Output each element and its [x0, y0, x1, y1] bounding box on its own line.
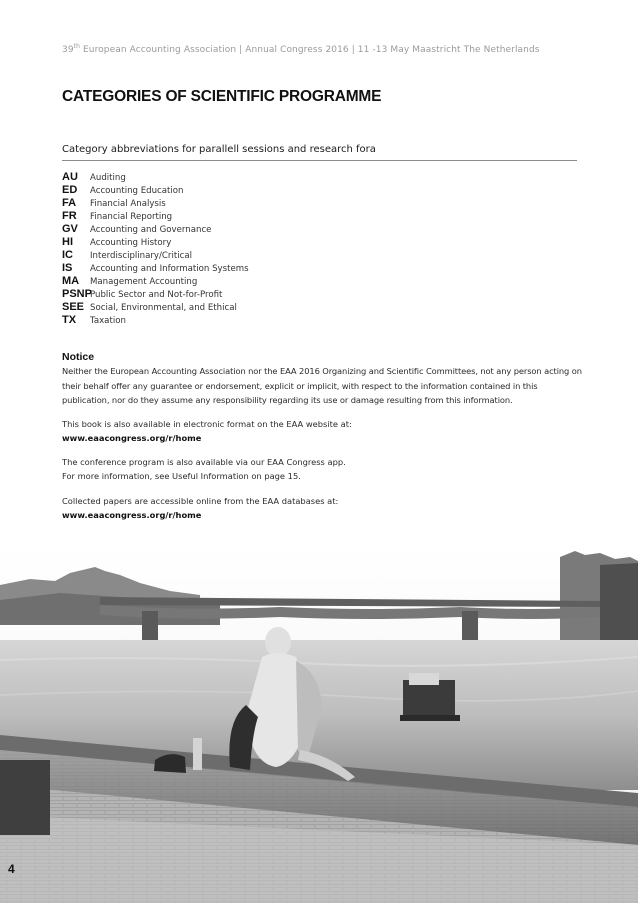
abbreviation-list — [62, 171, 249, 327]
ebook-link[interactable]: www.eaacongress.org/r/home — [62, 432, 202, 443]
abbreviation-name: Public Sector and Not-for-Profit — [90, 290, 223, 300]
app-info — [62, 456, 346, 483]
abbreviation-row-is — [62, 262, 249, 275]
abbreviation-name: Financial Analysis — [90, 199, 166, 209]
papers-link[interactable]: www.eaacongress.org/r/home — [62, 509, 202, 520]
abbreviation-code: TX — [62, 314, 77, 326]
abbreviation-code: HI — [62, 236, 73, 248]
abbreviation-name: Interdisciplinary/Critical — [90, 251, 192, 261]
abbreviation-code: IS — [62, 262, 73, 274]
running-header — [62, 43, 540, 55]
page-title: CATEGORIES OF SCIENTIFIC PROGRAMME — [62, 88, 382, 105]
abbreviation-row-fr — [62, 210, 249, 223]
papers-text: Collected papers are accessible online from the EAA databases at: — [62, 496, 339, 506]
abbreviation-name: Accounting History — [90, 238, 172, 248]
abbreviation-row-au — [62, 171, 249, 184]
abbreviation-name: Accounting and Information Systems — [90, 264, 249, 274]
notice-title: Notice — [62, 351, 95, 363]
abbreviation-row-ic — [62, 249, 249, 262]
header-edition-number: 39 — [62, 45, 74, 55]
abbreviation-row-psnp — [62, 288, 249, 301]
abbreviation-code: AU — [62, 171, 78, 183]
abbreviations-heading: Category abbreviations for parallell sessions and research fora — [62, 144, 376, 155]
app-text-line1: The conference program is also available via our EAA Congress app. — [62, 457, 346, 467]
abbreviation-name: Financial Reporting — [90, 212, 173, 222]
river-photo — [0, 545, 638, 903]
abbreviation-row-see — [62, 301, 249, 314]
abbreviation-name: Accounting and Governance — [90, 225, 212, 235]
abbreviation-name: Auditing — [90, 173, 126, 183]
ebook-text: This book is also available in electronic format on the EAA website at: — [62, 419, 352, 429]
abbreviation-code: FR — [62, 210, 77, 222]
abbreviation-code: IC — [62, 249, 73, 261]
papers-info — [62, 495, 338, 522]
header-event-text: European Accounting Association | Annual Congress 2016 | 11 -13 May Maastricht The Netherlands — [80, 45, 540, 55]
abbreviation-row-tx — [62, 314, 249, 327]
notice-body: Neither the European Accounting Association nor the EAA 2016 Organizing and Scientific Committees, not any person acting on their behalf offer any guarantee or endorsement, explicit or implicit, with respect to the information contained in this publication, nor do they assume any responsibility regarding its use or damage resulting from this information. — [62, 366, 582, 405]
abbreviation-code: ED — [62, 184, 78, 196]
abbreviation-code: MA — [62, 275, 80, 287]
abbreviation-row-ma — [62, 275, 249, 288]
abbreviation-code: GV — [62, 223, 78, 235]
abbreviation-name: Social, Environmental, and Ethical — [90, 303, 237, 313]
abbreviation-name: Taxation — [90, 316, 126, 326]
abbreviation-row-gv — [62, 223, 249, 236]
abbreviation-code: FA — [62, 197, 77, 209]
abbreviation-row-hi — [62, 236, 249, 249]
abbreviation-row-ed — [62, 184, 249, 197]
abbreviation-row-fa — [62, 197, 249, 210]
app-text-line2: For more information, see Useful Information on page 15. — [62, 470, 301, 481]
abbreviation-code: SEE — [62, 301, 85, 313]
abbreviation-name: Management Accounting — [90, 277, 198, 287]
abbreviation-code: PSNP — [62, 288, 92, 300]
abbreviation-name: Accounting Education — [90, 186, 184, 196]
ebook-info — [62, 418, 352, 445]
header-edition-suffix: th — [73, 43, 81, 50]
section-divider — [62, 160, 577, 161]
page-number: 4 — [8, 862, 15, 876]
